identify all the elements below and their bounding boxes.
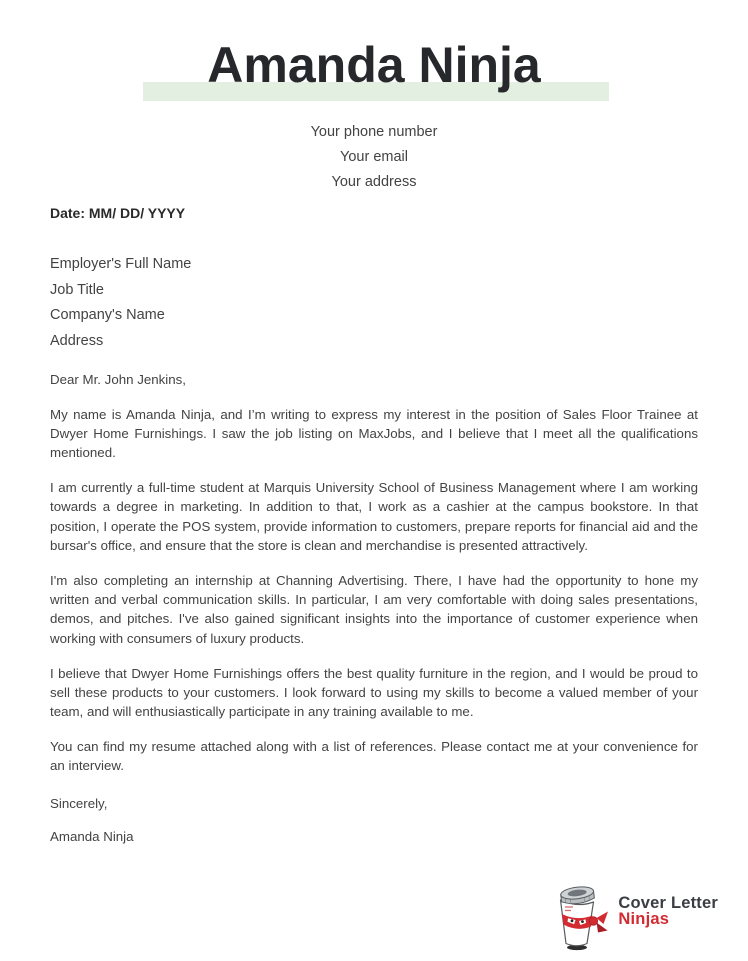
contact-address: Your address (331, 174, 417, 190)
contact-phone: Your phone number (310, 124, 438, 140)
paragraph-education: I am currently a full-time student at Marquis University School of Business Management where I am working towards a degree in marketing. In addition to that, I work as a cashier at the campus bookstore. In that position, I operate the POS system, provide information to customers, prepare reports for financial aid and the bursar's office, and ensure that the store is clean and merchandise is presented attractively. (50, 480, 698, 554)
page-title: Amanda Ninja (207, 37, 541, 93)
brand-name-line1: Cover Letter (618, 894, 718, 912)
contact-email: Your email (340, 149, 408, 165)
letter-body (0, 203, 748, 846)
paragraph-internship: I'm also completing an internship at Channing Advertising. There, I have had the opportunity to hone my written and verbal communication skills. In particular, I am very comfortable with doing sales presentations, demos, and pitches. I've also gained significant insights into the importance of customer experience when working with consumers of luxury products. (50, 572, 698, 646)
salutation: Dear Mr. John Jenkins, (50, 372, 186, 387)
recipient-block (50, 252, 698, 354)
paragraph-intro: My name is Amanda Ninja, and I’m writing to express my interest in the position of Sales Floor Trainee at Dwyer Home Furnishings. I saw the job listing on MaxJobs, and I believe that I meet all the qualifications mentioned. (50, 406, 698, 461)
recipient-address: Address (50, 332, 104, 349)
title-area (0, 0, 748, 101)
paragraph-motivation: I believe that Dwyer Home Furnishings offers the best quality furniture in the region, and I would be proud to sell these products to your customers. I look forward to using my skills to become a valued member of your team, and will enthusiastically participate in any training available to me. (50, 665, 698, 720)
recipient-job-title: Job Title (50, 281, 104, 298)
brand-name-line2: Ninjas (618, 910, 670, 928)
signature: Amanda Ninja (50, 828, 134, 844)
recipient-company: Company's Name (50, 307, 165, 323)
closing: Sincerely, (50, 795, 108, 811)
brand-logo (551, 884, 718, 952)
contact-block (0, 120, 748, 195)
recipient-name: Employer's Full Name (50, 256, 192, 272)
ninja-scroll-icon (551, 884, 609, 952)
brand-text (618, 895, 718, 941)
date-line: Date: MM/ DD/ YYYY (50, 205, 186, 221)
paragraph-resume: You can find my resume attached along with a list of references. Please contact me at your convenience for an interview. (50, 738, 698, 774)
